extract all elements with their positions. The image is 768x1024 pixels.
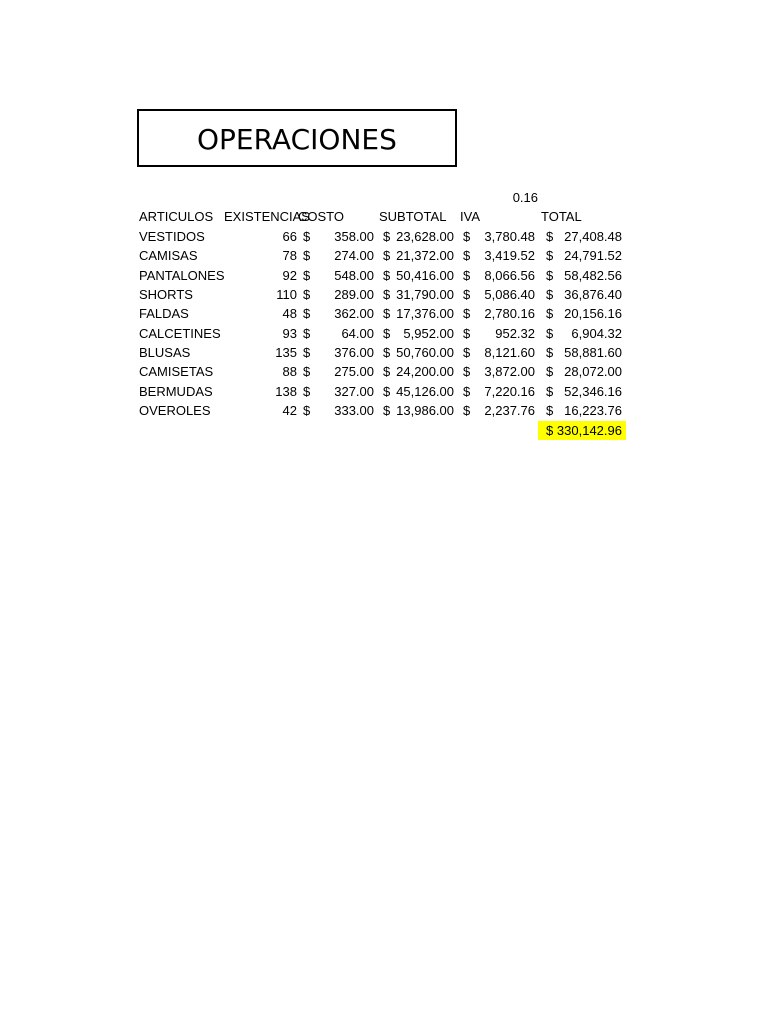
cell-iva: 3,780.48 bbox=[484, 229, 535, 244]
currency-symbol: $ bbox=[546, 248, 554, 263]
cell-existencias: 42 bbox=[282, 403, 297, 418]
cell-articulo: CAMISAS bbox=[139, 248, 198, 263]
cell-subtotal: 45,126.00 bbox=[396, 384, 454, 399]
cell-articulo: BERMUDAS bbox=[139, 384, 213, 399]
currency-symbol: $ bbox=[303, 364, 311, 379]
currency-symbol: $ bbox=[463, 248, 471, 263]
cell-total: 16,223.76 bbox=[564, 403, 622, 418]
currency-symbol: $ bbox=[383, 384, 391, 399]
currency-symbol: $ bbox=[303, 384, 311, 399]
currency-symbol: $ bbox=[463, 326, 471, 341]
cell-total: 20,156.16 bbox=[564, 306, 622, 321]
cell-costo: 327.00 bbox=[334, 384, 374, 399]
currency-symbol: $ bbox=[303, 306, 311, 321]
page-title: OPERACIONES bbox=[197, 123, 397, 156]
currency-symbol: $ bbox=[383, 248, 391, 263]
cell-costo: 358.00 bbox=[334, 229, 374, 244]
cell-existencias: 110 bbox=[276, 287, 297, 302]
cell-costo: 275.00 bbox=[334, 364, 374, 379]
currency-symbol: $ bbox=[383, 364, 391, 379]
cell-existencias: 78 bbox=[282, 248, 297, 263]
header-existencias: EXISTENCIAS bbox=[224, 209, 310, 224]
currency-symbol: $ bbox=[303, 326, 311, 341]
cell-iva: 2,780.16 bbox=[484, 306, 535, 321]
cell-subtotal: 50,760.00 bbox=[396, 345, 454, 360]
title-box bbox=[137, 109, 457, 167]
currency-symbol: $ bbox=[383, 268, 391, 283]
cell-costo: 376.00 bbox=[334, 345, 374, 360]
cell-existencias: 92 bbox=[282, 268, 297, 283]
currency-symbol: $ bbox=[546, 268, 554, 283]
currency-symbol: $ bbox=[383, 229, 391, 244]
cell-iva: 952.32 bbox=[495, 326, 535, 341]
currency-symbol: $ bbox=[383, 287, 391, 302]
cell-iva: 7,220.16 bbox=[484, 384, 535, 399]
currency-symbol: $ bbox=[546, 306, 554, 321]
cell-costo: 333.00 bbox=[334, 403, 374, 418]
cell-subtotal: 5,952.00 bbox=[403, 326, 454, 341]
currency-symbol: $ bbox=[546, 345, 554, 360]
cell-costo: 548.00 bbox=[334, 268, 374, 283]
cell-costo: 64.00 bbox=[341, 326, 374, 341]
currency-symbol: $ bbox=[303, 268, 311, 283]
currency-symbol: $ bbox=[303, 287, 311, 302]
currency-symbol: $ bbox=[546, 403, 554, 418]
cell-articulo: CALCETINES bbox=[139, 326, 221, 341]
currency-symbol: $ bbox=[463, 345, 471, 360]
cell-subtotal: 13,986.00 bbox=[396, 403, 454, 418]
currency-symbol: $ bbox=[463, 403, 471, 418]
grand-total-currency: $ bbox=[546, 423, 554, 438]
cell-total: 27,408.48 bbox=[564, 229, 622, 244]
cell-subtotal: 21,372.00 bbox=[396, 248, 454, 263]
cell-iva: 8,066.56 bbox=[484, 268, 535, 283]
currency-symbol: $ bbox=[383, 306, 391, 321]
cell-subtotal: 50,416.00 bbox=[396, 268, 454, 283]
currency-symbol: $ bbox=[463, 306, 471, 321]
cell-total: 36,876.40 bbox=[564, 287, 622, 302]
cell-costo: 362.00 bbox=[334, 306, 374, 321]
cell-existencias: 66 bbox=[282, 229, 297, 244]
cell-articulo: SHORTS bbox=[139, 287, 193, 302]
cell-iva: 3,419.52 bbox=[484, 248, 535, 263]
cell-existencias: 138 bbox=[275, 384, 297, 399]
currency-symbol: $ bbox=[303, 345, 311, 360]
currency-symbol: $ bbox=[546, 229, 554, 244]
currency-symbol: $ bbox=[383, 345, 391, 360]
currency-symbol: $ bbox=[383, 403, 391, 418]
grand-total-value: 330,142.96 bbox=[556, 423, 622, 438]
cell-articulo: PANTALONES bbox=[139, 268, 225, 283]
cell-iva: 2,237.76 bbox=[484, 403, 535, 418]
currency-symbol: $ bbox=[303, 229, 311, 244]
cell-existencias: 135 bbox=[275, 345, 297, 360]
cell-total: 28,072.00 bbox=[564, 364, 622, 379]
currency-symbol: $ bbox=[546, 364, 554, 379]
cell-iva: 8,121.60 bbox=[484, 345, 535, 360]
cell-existencias: 88 bbox=[282, 364, 297, 379]
cell-articulo: BLUSAS bbox=[139, 345, 191, 360]
cell-total: 58,881.60 bbox=[564, 345, 622, 360]
cell-total: 6,904.32 bbox=[571, 326, 622, 341]
currency-symbol: $ bbox=[463, 384, 471, 399]
cell-costo: 289.00 bbox=[334, 287, 374, 302]
header-articulos: ARTICULOS bbox=[139, 209, 214, 224]
cell-costo: 274.00 bbox=[334, 248, 374, 263]
cell-total: 58,482.56 bbox=[564, 268, 622, 283]
currency-symbol: $ bbox=[463, 229, 471, 244]
cell-articulo: OVEROLES bbox=[139, 403, 211, 418]
tax-rate-cell: 0.16 bbox=[512, 190, 538, 205]
currency-symbol: $ bbox=[463, 268, 471, 283]
cell-iva: 5,086.40 bbox=[484, 287, 535, 302]
currency-symbol: $ bbox=[546, 326, 554, 341]
header-costo: COSTO bbox=[298, 209, 344, 224]
currency-symbol: $ bbox=[546, 384, 554, 399]
currency-symbol: $ bbox=[383, 326, 391, 341]
currency-symbol: $ bbox=[463, 287, 471, 302]
cell-subtotal: 24,200.00 bbox=[396, 364, 454, 379]
cell-articulo: VESTIDOS bbox=[139, 229, 205, 244]
currency-symbol: $ bbox=[546, 287, 554, 302]
header-subtotal: SUBTOTAL bbox=[379, 209, 447, 224]
header-iva: IVA bbox=[460, 209, 480, 224]
cell-iva: 3,872.00 bbox=[484, 364, 535, 379]
cell-subtotal: 31,790.00 bbox=[396, 287, 454, 302]
cell-total: 24,791.52 bbox=[564, 248, 622, 263]
cell-subtotal: 17,376.00 bbox=[396, 306, 454, 321]
cell-existencias: 93 bbox=[282, 326, 297, 341]
cell-articulo: CAMISETAS bbox=[139, 364, 214, 379]
currency-symbol: $ bbox=[463, 364, 471, 379]
cell-existencias: 48 bbox=[282, 306, 297, 321]
cell-subtotal: 23,628.00 bbox=[396, 229, 454, 244]
currency-symbol: $ bbox=[303, 248, 311, 263]
currency-symbol: $ bbox=[303, 403, 311, 418]
header-total: TOTAL bbox=[541, 209, 582, 224]
cell-articulo: FALDAS bbox=[139, 306, 189, 321]
cell-total: 52,346.16 bbox=[564, 384, 622, 399]
